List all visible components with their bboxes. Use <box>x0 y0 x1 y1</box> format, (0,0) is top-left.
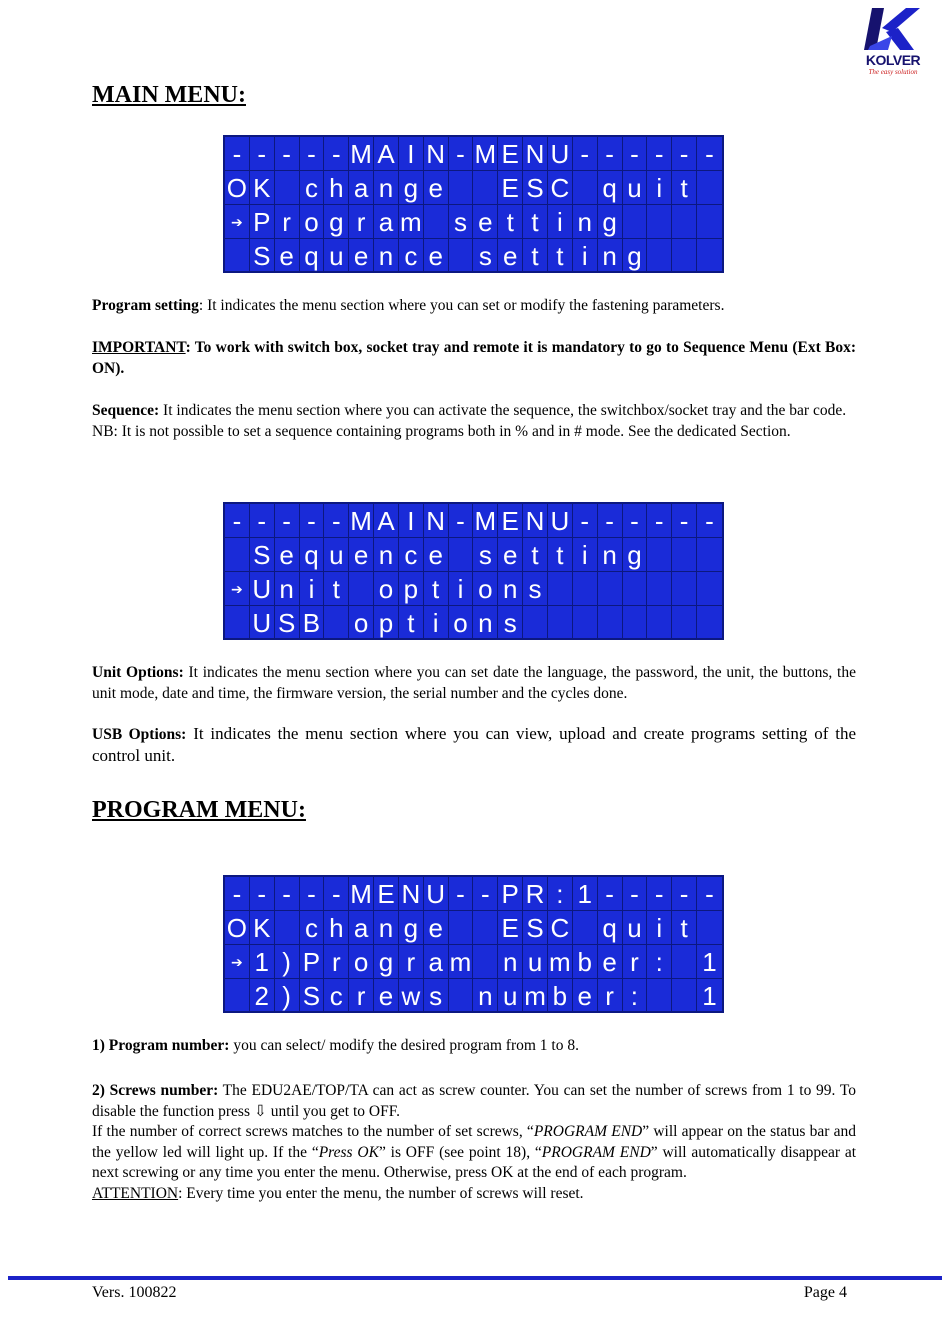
lcd-char: : <box>623 979 648 1013</box>
usb-options-text: It indicates the menu section where you can view, upload and create programs setting of the control unit. <box>92 724 856 765</box>
lcd-char: m <box>449 945 474 979</box>
lcd-char <box>449 538 474 572</box>
lcd-char: r <box>324 945 349 979</box>
lcd-main-menu-scrolled <box>223 502 724 640</box>
lcd-char <box>697 239 722 273</box>
program-end-text: PROGRAM END <box>533 1123 643 1140</box>
lcd-char: s <box>473 538 498 572</box>
lcd-char: r <box>598 979 623 1013</box>
lcd-char: o <box>349 945 374 979</box>
lcd-char: w <box>399 979 424 1013</box>
screws-line2d: ” will automatically disappear at next screwing or any time you enter the menu. Otherwise, press OK at the end of each program. <box>92 1143 857 1181</box>
program-number-label: 1) Program number: <box>92 1037 230 1054</box>
lcd-row <box>225 137 722 171</box>
lcd-char: N <box>399 877 424 911</box>
lcd-char <box>573 606 598 640</box>
usb-options-label: USB Options: <box>92 726 187 743</box>
lcd-char: g <box>324 205 349 239</box>
logo-tagline: The easy solution <box>868 68 918 76</box>
lcd-char: s <box>424 979 449 1013</box>
lcd-char: h <box>324 911 349 945</box>
lcd-char: s <box>473 239 498 273</box>
lcd-char: P <box>498 877 523 911</box>
lcd-char: U <box>250 572 275 606</box>
sequence-label: Sequence: <box>92 402 160 419</box>
lcd-char: A <box>374 504 399 538</box>
selection-arrow-icon: ➔ <box>225 945 250 979</box>
lcd-char: 1 <box>702 981 717 1011</box>
lcd-char: t <box>424 572 449 606</box>
lcd-char <box>548 606 573 640</box>
lcd-char: I <box>399 504 424 538</box>
lcd-char: - <box>300 504 325 538</box>
lcd-char <box>598 572 623 606</box>
lcd-char: - <box>324 137 349 171</box>
lcd-char: m <box>399 205 424 239</box>
lcd-row <box>225 911 722 945</box>
lcd-char: i <box>424 606 449 640</box>
lcd-char: g <box>623 538 648 572</box>
lcd-char <box>623 572 648 606</box>
lcd-char <box>275 171 300 205</box>
lcd-row <box>225 239 722 273</box>
lcd-char: u <box>523 945 548 979</box>
usb-options-paragraph <box>92 724 856 767</box>
lcd-char: P <box>250 205 275 239</box>
lcd-char: C <box>548 911 573 945</box>
lcd-char: i <box>647 911 672 945</box>
lcd-char: u <box>324 538 349 572</box>
lcd-char: p <box>399 572 424 606</box>
lcd-char: n <box>374 538 399 572</box>
lcd-char: t <box>548 538 573 572</box>
lcd-char: E <box>498 171 523 205</box>
lcd-char: e <box>424 239 449 273</box>
logo-brand: KOLVER <box>865 52 921 68</box>
lcd-char: - <box>697 504 722 538</box>
lcd-char: S <box>275 606 300 640</box>
lcd-char: - <box>647 877 672 911</box>
lcd-char: - <box>647 504 672 538</box>
selection-arrow-icon: ➔ <box>225 572 250 606</box>
lcd-char: i <box>647 171 672 205</box>
lcd-char: t <box>548 239 573 273</box>
lcd-char: n <box>573 205 598 239</box>
screws-text-2: until you get to OFF. <box>266 1102 400 1120</box>
lcd-char: - <box>225 504 250 538</box>
lcd-char: u <box>498 979 523 1013</box>
lcd-char: A <box>374 137 399 171</box>
lcd-char: a <box>374 205 399 239</box>
lcd-char: - <box>623 877 648 911</box>
lcd-char: i <box>548 205 573 239</box>
lcd-char <box>573 572 598 606</box>
lcd-char: b <box>573 945 598 979</box>
lcd-char <box>225 538 250 572</box>
lcd-char: 2 <box>250 979 275 1013</box>
screws-text-1: The EDU2AE/TOP/TA can act as screw counter. You can set the number of screws from 1 to 99. To disable the function press <box>92 1082 856 1120</box>
lcd-char <box>672 572 697 606</box>
lcd-char <box>647 606 672 640</box>
program-setting-text: : It indicates the menu section where you can set or modify the fastening parameters. <box>198 297 725 314</box>
screws-line2b: ” will appear on the status bar and the yellow led will light up. If the “ <box>92 1123 857 1161</box>
lcd-char: o <box>374 572 399 606</box>
lcd-char: h <box>324 171 349 205</box>
lcd-char: m <box>548 945 573 979</box>
lcd-char: g <box>598 205 623 239</box>
lcd-char: - <box>672 504 697 538</box>
lcd-char: e <box>498 239 523 273</box>
lcd-char: e <box>598 945 623 979</box>
lcd-char: - <box>573 504 598 538</box>
lcd-char: e <box>573 979 598 1013</box>
lcd-char: g <box>374 945 399 979</box>
lcd-char <box>598 606 623 640</box>
lcd-char: N <box>424 504 449 538</box>
lcd-char: t <box>324 572 349 606</box>
lcd-char: - <box>275 877 300 911</box>
lcd-char: E <box>498 504 523 538</box>
lcd-char: - <box>449 137 474 171</box>
lcd-char <box>225 606 250 640</box>
lcd-char: e <box>473 205 498 239</box>
lcd-char <box>697 171 722 205</box>
lcd-char: n <box>473 606 498 640</box>
lcd-char: - <box>449 504 474 538</box>
lcd-char <box>647 538 672 572</box>
lcd-char: N <box>424 137 449 171</box>
lcd-char: o <box>349 606 374 640</box>
lcd-char <box>672 205 697 239</box>
lcd-char: S <box>250 239 275 273</box>
screws-line2a: If the number of correct screws matches to the number of set screws, “ <box>92 1123 534 1140</box>
footer-page-number: Page 4 <box>803 1284 847 1301</box>
lcd-char: u <box>623 171 648 205</box>
unit-options-text: It indicates the menu section where you can set date the language, the password, the unit, the buttons, the unit mode, date and time, the firmware version, the serial number and the cycles done. <box>92 664 856 702</box>
lcd-char: - <box>275 137 300 171</box>
lcd-char: s <box>498 606 523 640</box>
lcd-char: 1 <box>573 877 598 911</box>
lcd-char <box>523 606 548 640</box>
lcd-char: - <box>473 877 498 911</box>
lcd-char <box>647 239 672 273</box>
lcd-char: m <box>523 979 548 1013</box>
lcd-char: a <box>349 911 374 945</box>
lcd-char: s <box>449 205 474 239</box>
lcd-char: g <box>399 911 424 945</box>
lcd-char: U <box>548 504 573 538</box>
lcd-char: g <box>623 239 648 273</box>
lcd-char <box>473 171 498 205</box>
screws-line2c: ” is OFF (see point 18), “ <box>378 1143 542 1161</box>
lcd-char: t <box>523 205 548 239</box>
lcd-char <box>697 606 722 640</box>
lcd-char: S <box>250 538 275 572</box>
lcd-row <box>225 538 722 572</box>
lcd-char: c <box>300 911 325 945</box>
lcd-char <box>697 205 722 239</box>
lcd-char: E <box>498 911 523 945</box>
lcd-char <box>672 239 697 273</box>
lcd-char: S <box>300 979 325 1013</box>
lcd-char <box>324 606 349 640</box>
unit-options-paragraph <box>92 663 856 704</box>
lcd-char: a <box>349 171 374 205</box>
lcd-char: q <box>598 911 623 945</box>
lcd-char: n <box>374 239 399 273</box>
lcd-char: - <box>250 137 275 171</box>
lcd-row <box>225 572 722 606</box>
lcd-char: P <box>300 945 325 979</box>
attention-text: : Every time you enter the menu, the number of screws will reset. <box>178 1184 584 1202</box>
lcd-char: e <box>349 239 374 273</box>
program-number-text: you can select/ modify the desired program from 1 to 8. <box>229 1037 579 1054</box>
lcd-char: E <box>374 877 399 911</box>
lcd-char: g <box>399 171 424 205</box>
lcd-char <box>449 171 474 205</box>
lcd-char <box>349 572 374 606</box>
lcd-char: S <box>523 171 548 205</box>
lcd-char: t <box>523 239 548 273</box>
lcd-char: q <box>300 538 325 572</box>
lcd-row <box>225 945 722 979</box>
lcd-char: - <box>573 137 598 171</box>
lcd-char: a <box>424 945 449 979</box>
lcd-char: M <box>473 504 498 538</box>
lcd-main-menu <box>223 135 724 273</box>
lcd-char: K <box>250 911 275 945</box>
sequence-text: It indicates the menu section where you can activate the sequence, the switchbox/socket tray and the bar code. <box>159 402 847 419</box>
lcd-char: : <box>548 877 573 911</box>
lcd-row <box>225 504 722 538</box>
lcd-char: - <box>324 504 349 538</box>
lcd-char <box>225 979 250 1013</box>
lcd-char: B <box>300 606 325 640</box>
lcd-char: ) <box>275 945 300 979</box>
lcd-char: t <box>523 538 548 572</box>
lcd-char: n <box>598 538 623 572</box>
lcd-char <box>548 572 573 606</box>
lcd-char: I <box>399 137 424 171</box>
lcd-char: q <box>300 239 325 273</box>
footer-version: Vers. 100822 <box>92 1284 177 1301</box>
lcd-char: t <box>399 606 424 640</box>
heading-main-menu: MAIN MENU: <box>92 82 246 108</box>
lcd-char <box>424 205 449 239</box>
lcd-char: - <box>275 504 300 538</box>
lcd-char <box>449 911 474 945</box>
lcd-char: n <box>374 171 399 205</box>
lcd-char: - <box>598 877 623 911</box>
lcd-row <box>225 205 722 239</box>
lcd-char <box>647 572 672 606</box>
lcd-char: n <box>374 911 399 945</box>
lcd-char <box>647 205 672 239</box>
lcd-char: - <box>623 504 648 538</box>
sequence-paragraph <box>92 401 856 442</box>
lcd-char: t <box>672 911 697 945</box>
unit-options-label: Unit Options: <box>92 664 184 681</box>
program-setting-label: Program setting <box>92 297 199 314</box>
lcd-char: ) <box>275 979 300 1013</box>
program-end-text-2: PROGRAM END <box>541 1143 651 1161</box>
lcd-char: r <box>399 945 424 979</box>
lcd-char: E <box>498 137 523 171</box>
lcd-char: e <box>424 911 449 945</box>
attention-label: ATTENTION <box>92 1184 179 1202</box>
lcd-char: i <box>573 239 598 273</box>
lcd-char: 1 <box>697 945 722 979</box>
lcd-char: K <box>250 171 275 205</box>
lcd-char <box>697 572 722 606</box>
lcd-program-menu <box>223 875 724 1013</box>
lcd-char: r <box>349 979 374 1013</box>
lcd-char <box>623 205 648 239</box>
lcd-char: e <box>275 538 300 572</box>
lcd-char: t <box>672 171 697 205</box>
lcd-char: p <box>374 606 399 640</box>
lcd-char <box>275 911 300 945</box>
kolver-logo-mark <box>862 6 924 54</box>
lcd-char <box>697 911 722 945</box>
lcd-char: R <box>523 877 548 911</box>
important-paragraph <box>92 338 856 379</box>
lcd-char <box>449 979 474 1013</box>
lcd-char: r <box>349 205 374 239</box>
lcd-char: C <box>548 171 573 205</box>
lcd-char: e <box>275 239 300 273</box>
lcd-row <box>225 979 722 1013</box>
lcd-char: - <box>300 877 325 911</box>
lcd-char: - <box>449 877 474 911</box>
lcd-char: - <box>672 877 697 911</box>
lcd-char: U <box>424 877 449 911</box>
lcd-char: o <box>449 606 474 640</box>
program-setting-paragraph <box>92 296 856 317</box>
lcd-char: S <box>523 911 548 945</box>
lcd-char <box>449 239 474 273</box>
lcd-char <box>473 911 498 945</box>
lcd-char: r <box>275 205 300 239</box>
lcd-char: O <box>225 171 250 205</box>
lcd-char <box>473 945 498 979</box>
lcd-char: 1 <box>250 945 275 979</box>
arrow-down-icon: ⇩ <box>253 1102 267 1120</box>
lcd-char: U <box>250 606 275 640</box>
lcd-char: - <box>250 504 275 538</box>
press-ok-text: Press OK <box>318 1143 379 1161</box>
lcd-char: c <box>399 239 424 273</box>
lcd-char: n <box>498 945 523 979</box>
lcd-char: - <box>250 877 275 911</box>
lcd-char: M <box>473 137 498 171</box>
lcd-char: u <box>623 911 648 945</box>
lcd-char: u <box>324 239 349 273</box>
lcd-char: t <box>498 205 523 239</box>
lcd-char: c <box>324 979 349 1013</box>
lcd-char: - <box>598 137 623 171</box>
heading-program-menu: PROGRAM MENU: <box>92 797 306 823</box>
lcd-char: : <box>647 945 672 979</box>
lcd-char: c <box>300 171 325 205</box>
lcd-char: M <box>349 137 374 171</box>
important-label: IMPORTANT <box>92 339 186 356</box>
lcd-char: - <box>623 137 648 171</box>
lcd-char <box>225 239 250 273</box>
kolver-logo <box>862 6 924 78</box>
lcd-char: n <box>598 239 623 273</box>
lcd-char: - <box>225 877 250 911</box>
lcd-char: - <box>697 877 722 911</box>
lcd-char <box>672 945 697 979</box>
screws-number-label: 2) Screws number: <box>92 1082 219 1099</box>
lcd-char <box>672 538 697 572</box>
lcd-char: i <box>573 538 598 572</box>
lcd-char: e <box>349 538 374 572</box>
lcd-row <box>225 171 722 205</box>
lcd-char: e <box>424 171 449 205</box>
lcd-char <box>647 979 672 1013</box>
lcd-char: U <box>548 137 573 171</box>
lcd-char: M <box>349 504 374 538</box>
lcd-char: q <box>598 171 623 205</box>
lcd-char: r <box>623 945 648 979</box>
lcd-char: N <box>523 137 548 171</box>
lcd-char: - <box>300 137 325 171</box>
sequence-nb: NB: It is not possible to set a sequence containing programs both in % and in # mode. See the dedicated Section. <box>92 422 791 440</box>
lcd-char: c <box>399 538 424 572</box>
selection-arrow-icon: ➔ <box>225 205 250 239</box>
lcd-char: o <box>300 205 325 239</box>
program-number-paragraph <box>92 1036 856 1057</box>
lcd-char: - <box>647 137 672 171</box>
lcd-char: O <box>225 911 250 945</box>
lcd-char <box>623 606 648 640</box>
lcd-char: i <box>449 572 474 606</box>
lcd-char: - <box>225 137 250 171</box>
lcd-char: n <box>498 572 523 606</box>
lcd-char: b <box>548 979 573 1013</box>
lcd-char: M <box>349 877 374 911</box>
lcd-char: i <box>300 572 325 606</box>
lcd-char: e <box>374 979 399 1013</box>
lcd-char <box>672 606 697 640</box>
lcd-char: e <box>424 538 449 572</box>
lcd-char <box>697 538 722 572</box>
lcd-char <box>672 979 697 1013</box>
lcd-char: - <box>324 877 349 911</box>
lcd-char <box>573 171 598 205</box>
lcd-char: e <box>498 538 523 572</box>
lcd-char: - <box>697 137 722 171</box>
important-text: : To work with switch box, socket tray and remote it is mandatory to go to Sequence Menu (Ext Box: ON). <box>92 339 856 377</box>
lcd-char <box>573 911 598 945</box>
footer-divider <box>8 1276 942 1280</box>
lcd-row <box>225 877 722 911</box>
lcd-char: N <box>523 504 548 538</box>
lcd-char: - <box>598 504 623 538</box>
lcd-char: n <box>473 979 498 1013</box>
lcd-char: - <box>672 137 697 171</box>
screws-number-paragraph <box>92 1081 856 1204</box>
lcd-row <box>225 606 722 640</box>
lcd-char: s <box>523 572 548 606</box>
lcd-char: n <box>275 572 300 606</box>
lcd-char: o <box>473 572 498 606</box>
